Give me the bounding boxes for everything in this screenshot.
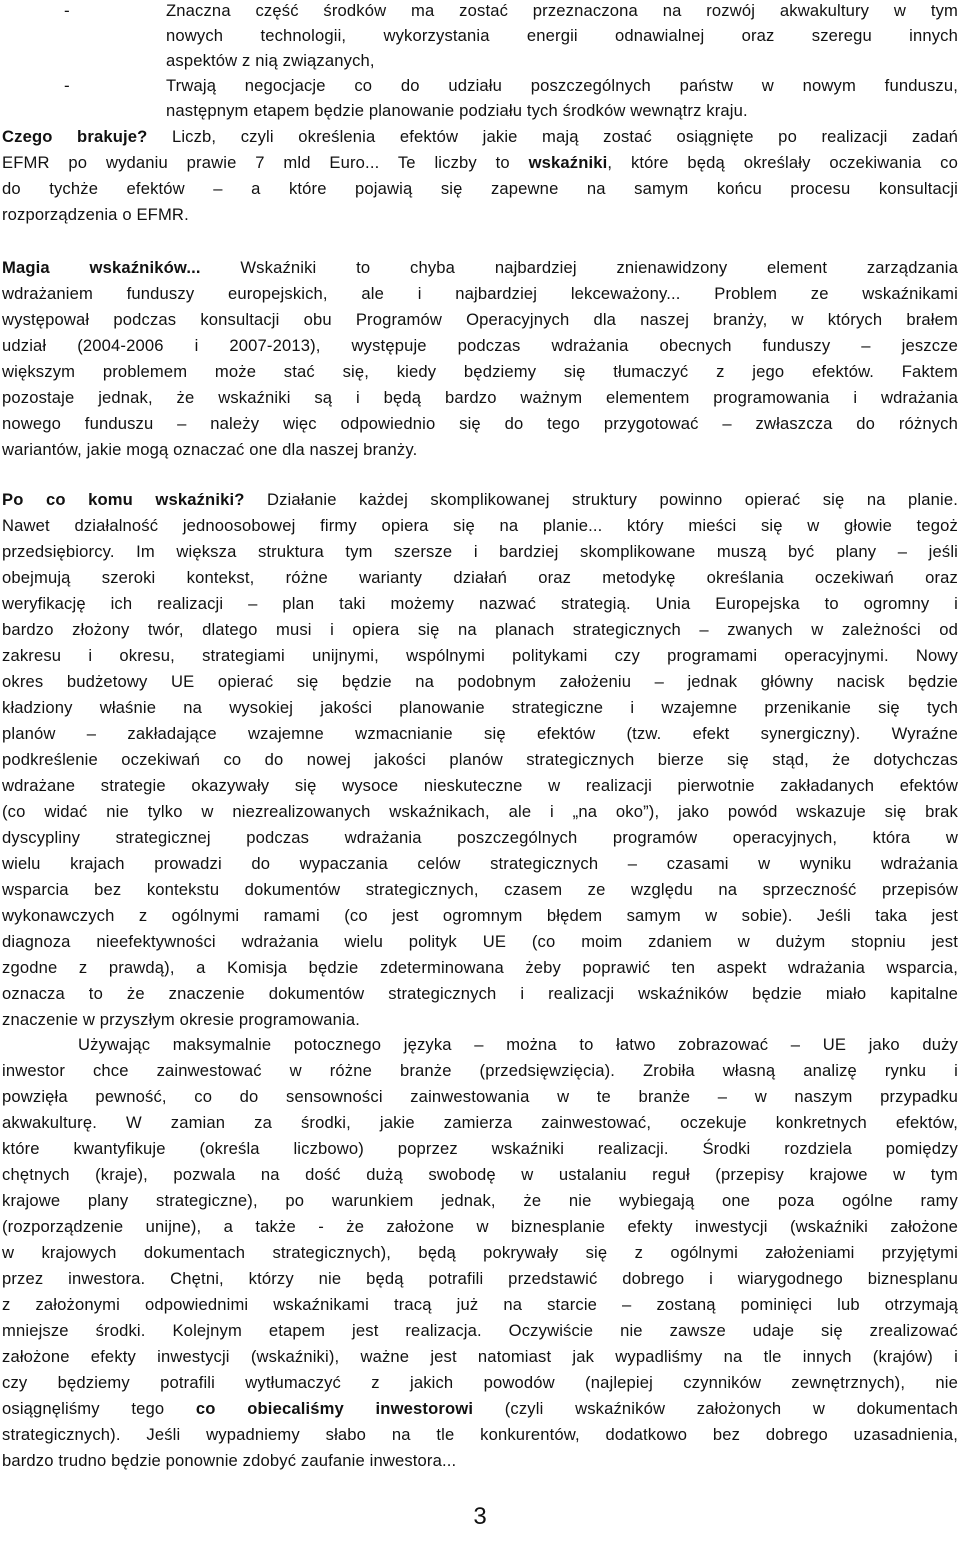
bold-term: co obiecaliśmy inwestorowi (195, 1399, 474, 1418)
paragraph-line: podkreślenie oczekiwań co do nowej jakości planów strategicznych bierze się stąd, że dotychczas (2, 750, 958, 769)
bullet-marker: - (64, 76, 70, 95)
bullet-line: Znaczna część środków ma zostać przeznaczona na rozwój akwakultury w tym (166, 1, 958, 20)
paragraph-line: chętnych (kraje), pozwala na dość dużą swobodę w ustalaniu reguł (przepisy krajowe w tym (2, 1165, 958, 1184)
paragraph-line: zgodne z prawdą), a Komisja będzie zdeterminowana żeby poprawić ten aspekt wdrażania wsparcia, (2, 958, 958, 977)
paragraph-line: przez inwestora. Chętni, którzy nie będą potrafili przedstawić dobrego i wiarygodnego biznesplanu (2, 1269, 958, 1288)
bullet-marker: - (64, 1, 70, 20)
paragraph-line: wariantów, jakie mogą oznaczać one dla naszej branży. (2, 440, 418, 459)
paragraph-line: planów – zakładające wzajemne wzmacnianie się efektów (tzw. efekt synergiczny). Wyraźne (2, 724, 958, 743)
paragraph-line: rozporządzenia o EFMR. (2, 205, 189, 224)
paragraph-line: EFMR po wydaniu prawie 7 mld Euro... Te liczby to wskaźniki, które będą określały oczekiwania co (2, 153, 958, 172)
bullet-line: aspektów z nią związanych, (166, 51, 375, 70)
section-heading: Po co komu wskaźniki? (2, 490, 245, 509)
paragraph-line: z założonymi odpowiednimi wskaźnikami tracą już na starcie – zostaną pominięci lub otrzymają (2, 1295, 958, 1314)
paragraph-line: Czego brakuje? Liczb, czyli określenia efektów jakie mają zostać osiągnięte po realizacji zadań (2, 127, 958, 146)
paragraph-line: oznacza to że znaczenie dokumentów strategicznych i realizacji wskaźników będzie miało kapitalne (2, 984, 958, 1003)
paragraph-line: Po co komu wskaźniki? Działanie każdej skomplikowanej struktury powinno opierać się na planie. (2, 490, 958, 509)
bold-term: wskaźniki (528, 153, 608, 172)
paragraph-line: okres budżetowy UE opierać się będzie na podobnym założeniu – jednak główny nacisk będzie (2, 672, 958, 691)
paragraph-line: (rozporządzenie unijne), a także - że założone w biznesplanie efekty inwestycji (wskaźniki założone (2, 1217, 958, 1236)
paragraph-line: udział (2004-2006 i 2007-2013), występuje podczas wdrażania obecnych funduszy – jeszcze (2, 336, 958, 355)
paragraph-line: w krajowych dokumentach strategicznych), będą pokrywały się z ogólnymi założeniami przyjętymi (2, 1243, 958, 1262)
paragraph-line: pozostaje jednak, że wskaźniki są i będą bardzo ważnym elementem programowania i wdrażania (2, 388, 958, 407)
paragraph-line: osiągnęliśmy tego co obiecaliśmy inwestorowi (czyli wskaźników założonych w dokumentach (2, 1399, 958, 1418)
paragraph-line: występował podczas konsultacji obu Programów Operacyjnych dla naszej branży, w których brałem (2, 310, 958, 329)
paragraph-line: przedsiębiorcy. Im większa struktura tym szersze i bardziej skomplikowane muszą być plany – jeśli (2, 542, 958, 561)
paragraph-line: czy będziemy potrafili wytłumaczyć z jakich powodów (najlepiej czynników zewnętrznych), nie (2, 1373, 958, 1392)
paragraph-line: strategicznych). Jeśli wypadniemy słabo na tle konkurentów, dodatkowo bez dobrego uzasadnienia, (2, 1425, 958, 1444)
paragraph-line: wielu krajach prowadzi do wypaczania celów strategicznych – czasami w wyniku wdrażania (2, 854, 958, 873)
paragraph-line: obejmują szeroki kontekst, różne warianty działań oraz metodykę określania oczekiwań oraz (2, 568, 958, 587)
paragraph-line: znaczenie w przyszłym okresie programowania. (2, 1010, 360, 1029)
paragraph-line: akwakulturę. W zamian za środki, jakie zamierza zainwestować, oczekuje konkretnych efektów, (2, 1113, 958, 1132)
bullet-line: następnym etapem będzie planowanie podziału tych środków wewnątrz kraju. (166, 101, 748, 120)
page-number: 3 (473, 1503, 487, 1530)
paragraph-line: wsparcia bez kontekstu dokumentów strategicznych, czasem ze względu na sprzeczność przepisów (2, 880, 958, 899)
paragraph-line: do tychże efektów – a które pojawią się zapewne na samym końcu procesu konsultacji (2, 179, 958, 198)
paragraph-line: (co widać nie tylko w niezrealizowanych wskaźnikach, ale i „na oko”), jako powód wskazuje się brak (2, 802, 958, 821)
paragraph-line: inwestor chce zainwestować w różne branże (przedsięwzięcia). Zrobiła własną analizę rynku i (2, 1061, 958, 1080)
section-heading: Czego brakuje? (2, 127, 148, 146)
paragraph-line: nowego funduszu – należy więc odpowiednio się do tego przygotować – zwłaszcza do różnych (2, 414, 958, 433)
paragraph-line: bardzo złożony twór, dlatego musi i opiera się na planach strategicznych – zwanych w zależności od (2, 620, 958, 639)
paragraph-line: Magia wskaźników... Wskaźniki to chyba najbardziej znienawidzony element zarządzania (2, 258, 958, 277)
paragraph-line: zakresu i okresu, strategiami unijnymi, wspólnymi politykami czy programami operacyjnymi. Nowy (2, 646, 958, 665)
paragraph-line: powzięła pewność, co do sensowności zainwestowania w te branże – w naszym przypadku (2, 1087, 958, 1106)
paragraph-line: mniejsze środki. Kolejnym etapem jest realizacja. Oczywiście nie zawsze udaje się zrealizować (2, 1321, 958, 1340)
paragraph-line: bardzo trudno będzie ponownie zdobyć zaufanie inwestora... (2, 1451, 457, 1470)
paragraph-line: Nawet działalność jednoosobowej firmy opiera się na planie... który mieści się w głowie tegoż (2, 516, 958, 535)
paragraph-line: dyscypliny strategicznej podczas wdrażania poszczególnych programów operacyjnych, która w (2, 828, 958, 847)
paragraph-line: diagnoza nieefektywności wdrażania wielu polityk UE (co moim zdaniem w dużym stopniu jest (2, 932, 958, 951)
paragraph-line: wykonawczych z ogólnymi ramami (co jest ogromnym błędem samym w sobie). Jeśli taka jest (2, 906, 958, 925)
bullet-line: nowych technologii, wykorzystania energii odnawialnej oraz szeregu innych (166, 26, 958, 45)
paragraph-line: weryfikację ich realizacji – plan taki możemy nazwać strategią. Unia Europejska to ogromny i (2, 594, 958, 613)
paragraph-line: Używając maksymalnie potocznego języka – można to łatwo zobrazować – UE jako duży (78, 1035, 958, 1054)
paragraph-line: które kwantyfikuje (określa liczbowo) poprzez wskaźniki realizacji. Środki rozdziela pomiędzy (2, 1139, 958, 1158)
paragraph-line: wdrażaniem funduszy europejskich, ale i najbardziej lekceważony... Problem ze wskaźnikami (2, 284, 958, 303)
bullet-line: Trwają negocjacje co do udziału poszczególnych państw w nowym funduszu, (166, 76, 958, 95)
paragraph-line: większym problemem może stać się, kiedy będziemy się tłumaczyć z jego efektów. Faktem (2, 362, 958, 381)
paragraph-line: wdrażane strategie okazywały się wysoce nieskuteczne w realizacji pierwotnie zakładanych efektów (2, 776, 958, 795)
paragraph-line: kładziony właśnie na wysokiej jakości planowanie strategiczne i wzajemne przenikanie się tych (2, 698, 958, 717)
section-heading: Magia wskaźników... (2, 258, 201, 277)
paragraph-line: krajowe plany strategiczne), po warunkiem jednak, że nie wybiegają one poza ogólne ramy (2, 1191, 958, 1210)
paragraph-line: założone efekty inwestycji (wskaźniki), ważne jest natomiast jak wypadliśmy na tle innych (krajów) i (2, 1347, 958, 1366)
